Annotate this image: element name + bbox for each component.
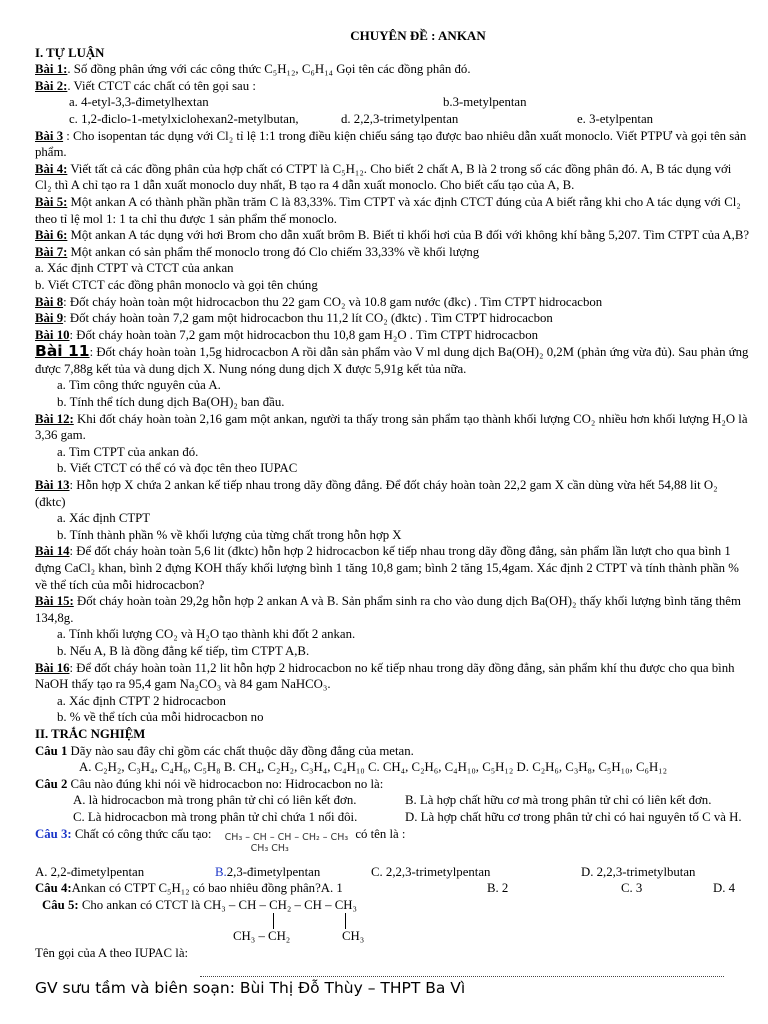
question-1-options: A. C₂H₂, C₃H₄, C₄H₆, C₅H₈ B. CH₄, C₂H₂, C₃H₄, C₄H₁₀ C. CH₄, C₂H₆, C₄H₁₀, C₅H₁₂ D. C₂H₆, C₃H₈, C₅H₁₀, C₆H₁₂ bbox=[79, 760, 668, 775]
exercise-13-a: a. Xác định CTPT bbox=[57, 511, 151, 526]
section-heading-multiple-choice: II. TRẮC NGHIỆM bbox=[35, 726, 146, 741]
bond-line bbox=[345, 913, 346, 929]
exercise-10: Bài 10: Đốt cháy hoàn toàn 7,2 gam một hidrocacbon thu 10,8 gam H₂O . Tìm CTPT hidrocacbon bbox=[35, 327, 539, 342]
exercise-6: Bài 6: Một ankan A tác dụng với hơi Brom cho dẫn xuất brôm B. Biết tỉ khối hơi của B đối với không khí bằng 5,207. Tìm CTPT của A,B? bbox=[35, 228, 750, 243]
exercise-16-b: b. % về thể tích của mỗi hidrocacbon no bbox=[57, 710, 264, 725]
exercise-9: Bài 9: Đốt cháy hoàn toàn 7,2 gam một hidrocacbon thu 11,2 lít CO₂ (đktc) . Tìm CTPT hidrocacbon bbox=[35, 311, 553, 326]
question-2-options-row1: A. là hidrocacbon mà trong phân tử chỉ có liên kết đơn. B. Là hợp chất hữu cơ mà trong phân tử chỉ có liên kết đơn. bbox=[73, 793, 712, 808]
question-2: Câu 2 Câu nào đúng khi nói về hidrocacbon no: Hidrocacbon no là: bbox=[35, 776, 384, 791]
exercise-11-a: a. Tìm công thức nguyên của A. bbox=[57, 378, 221, 393]
exercise-12-a: a. Tìm CTPT của ankan đó. bbox=[57, 444, 199, 459]
question-5: Câu 5: Cho ankan có CTCT là CH₃ – CH – CH₂ – CH – CH₃ CH₃ – CH₂ CH₃ bbox=[42, 897, 365, 943]
exercise-12: Bài 12: Khi đốt cháy hoàn toàn 2,16 gam một ankan, người ta thấy trong sản phẩm tạo thành khối lượng CO₂ nhiều hơn khối lượng H₂O là 3,36 gam. bbox=[35, 411, 748, 443]
exercise-13-b: b. Tính thành phần % về khối lượng của từng chất trong hỗn hợp X bbox=[57, 527, 402, 542]
exercise-16: Bài 16: Để đốt cháy hoàn toàn 11,2 lit hỗn hợp 2 hidrocacbon no kế tiếp nhau trong dãy đồng đẳng, sản phẩm khí thu được cho qua bình NaOH thấy tạo ra 95,4 gam Na₂CO₃ và 84 gam NaHCO₃. bbox=[35, 660, 735, 692]
branch-methyl: CH₃ bbox=[342, 928, 365, 943]
exercise-15-a: a. Tính khối lượng CO₂ và H₂O tạo thành khi đốt 2 ankan. bbox=[57, 627, 356, 642]
exercise-3: Bài 3 : Cho isopentan tác dụng với Cl₂ tỉ lệ 1:1 trong điều kiện chiếu sáng tạo được bao nhiêu dẫn xuất monoclo. Viết PTPƯ và gọi tên sản phẩm. bbox=[35, 128, 747, 160]
exercise-2-options-row2: c. 1,2-điclo-1-metylxiclohexan2-metylbutan, d. 2,2,3-trimetylpentan e. 3-etylpentan bbox=[69, 111, 654, 126]
bond-line bbox=[273, 913, 274, 929]
question-2-options-row2: C. Là hidrocacbon mà trong phân tử chỉ chứa 1 nối đôi. D. Là hợp chất hữu cơ trong phân tử chỉ có hai nguyên tố C và H. bbox=[73, 809, 742, 824]
exercise-2: Bài 2:. Viết CTCT các chất có tên gọi sau : bbox=[35, 78, 256, 93]
exercise-7: Bài 7: Một ankan có sản phẩm thế monoclo trong đó Clo chiếm 33,33% về khối lượng bbox=[35, 244, 480, 259]
exercise-11: Bài 11: Đốt cháy hoàn toàn 1,5g hidrocacbon A rồi dẫn sản phẩm vào V ml dung dịch Ba(OH)₂ 0,2M (phản ứng vừa đủ). Sau phản ứng được 7,88g kết tủa và dung dịch X. Nung nóng dung dịch X được 5,91g kết tủa nữa. bbox=[35, 342, 749, 376]
exercise-16-a: a. Xác định CTPT 2 hidrocacbon bbox=[57, 693, 226, 708]
page-title: CHUYÊN ĐỀ : ANKAN bbox=[350, 28, 486, 43]
exercise-13: Bài 13: Hỗn hợp X chứa 2 ankan kế tiếp nhau trong dãy đồng đẳng. Để đốt cháy hoàn toàn 22,2 gam X cần dùng vừa hết 54,88 lit O₂ (đktc) bbox=[35, 478, 718, 509]
question-3-options: A. 2,2-đimetylpentan B.2,3-đimetylpentan C. 2,2,3-trimetylpentan D. 2,2,3-trimetylbutan bbox=[35, 864, 696, 879]
document-page bbox=[35, 28, 751, 961]
exercise-15-b: b. Nếu A, B là đồng đẳng kế tiếp, tìm CTPT A,B. bbox=[57, 643, 310, 658]
exercise-11-b: b. Tính thể tích dung dịch Ba(OH)₂ ban đầu. bbox=[57, 395, 285, 410]
question-4: Câu 4:Ankan có CTPT C₅H₁₂ có bao nhiêu đồng phân?A. 1 B. 2 C. 3 D. 4 bbox=[35, 881, 736, 896]
exercise-5: Bài 5: Một ankan A có thành phần phần trăm C là 83,33%. Tìm CTPT và xác định CTCT đúng của A biết rằng khi cho A tác dụng với Cl₂ theo tỉ lệ mol 1: 1 ta chỉ thu được 1 sản phẩm thế monoclo. bbox=[35, 194, 741, 226]
exercise-1: Bài 1:. Số đồng phân ứng với các công thức C₅H₁₂, C₆H₁₄ Gọi tên các đồng phân đó. bbox=[35, 62, 471, 77]
exercise-7-b: b. Viết CTCT các đồng phân monoclo và gọi tên chúng bbox=[35, 277, 318, 292]
answer-line bbox=[200, 976, 724, 977]
footer-author: GV sưu tầm và biên soạn: Bùi Thị Đỗ Thùy – THPT Ba Vì bbox=[35, 979, 466, 997]
branch-ethyl: CH₃ – CH₂ bbox=[233, 928, 291, 943]
structural-formula: CH₃ – CH – CH – CH₂ – CH₃ CH₃ CH₃ bbox=[224, 831, 349, 854]
exercise-12-b: b. Viết CTCT có thể có và đọc tên theo IUPAC bbox=[57, 461, 298, 476]
question-1: Câu 1 Dãy nào sau đây chỉ gồm các chất thuộc dãy đồng đẳng của metan. bbox=[35, 743, 414, 758]
question-3: Câu 3: Chất có công thức cấu tạo: CH₃ – CH – CH – CH₂ – CH₃ CH₃ CH₃ có tên là : bbox=[35, 826, 406, 854]
exercise-15: Bài 15: Đốt cháy hoàn toàn 29,2g hỗn hợp 2 ankan A và B. Sản phẩm sinh ra cho vào dung dịch Ba(OH)₂ thấy khối lượng bình tăng thêm 134,8g. bbox=[35, 594, 741, 625]
exercise-14: Bài 14: Để đốt cháy hoàn toàn 5,6 lit (đktc) hỗn hợp 2 hidrocacbon kế tiếp nhau trong dãy đồng đẳng, sản phẩm lần lượt cho qua bình 1 đựng CaCl₂ khan, bình 2 đựng KOH thấy khối lượng bình 1 tăng 10,8 gam; bình 2 tăng 15,4gam. Xác định 2 CTPT và tính thành phần % về thể tích của mỗi hidrocacbon? bbox=[35, 544, 739, 592]
section-heading-essay: I. TỰ LUẬN bbox=[35, 45, 105, 60]
iupac-name-prompt: Tên gọi của A theo IUPAC là: bbox=[35, 945, 189, 960]
exercise-2-options-row1: a. 4-etyl-3,3-đimetylhextan b.3-metylpentan bbox=[69, 95, 527, 110]
exercise-8: Bài 8: Đốt cháy hoàn toàn một hidrocacbon thu 22 gam CO₂ và 10.8 gam nước (đkc) . Tìm CTPT hidrocacbon bbox=[35, 294, 603, 309]
exercise-4: Bài 4: Viết tất cả các đồng phân của hợp chất có CTPT là C₅H₁₂. Cho biết 2 chất A, B là 2 trong số các đồng phân đó. A, B tác dụng với Cl₂ thì A chỉ tạo ra 1 dẫn xuất monoclo duy nhất, B tạo ra 4 dẫn xuất monoclo. Cho biết cấu tạo của A, B. bbox=[35, 161, 732, 193]
exercise-7-a: a. Xác định CTPT và CTCT của ankan bbox=[35, 261, 234, 276]
